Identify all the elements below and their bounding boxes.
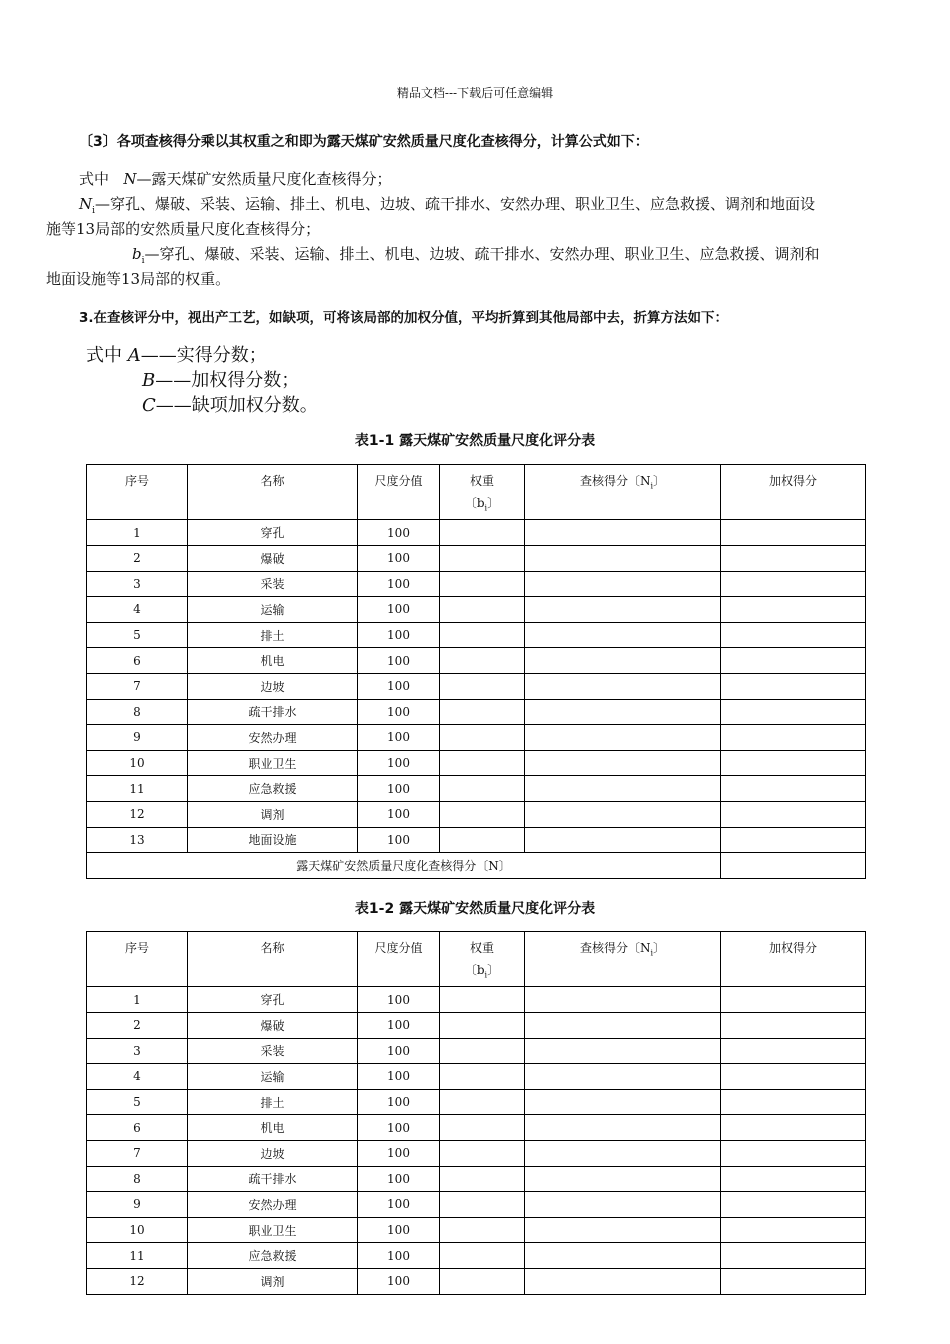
cell-weighted-score [721,571,866,597]
footer-total-label: 露天煤矿安然质量尺度化查核得分〔N〕 [87,853,721,879]
cell-exam-score [525,1192,721,1218]
cell-exam-score [525,520,721,546]
cell-exam-score [525,725,721,751]
cell-weighted-score [721,801,866,827]
cell-score: 100 [358,545,440,571]
cell-name: 安然办理 [188,725,358,751]
cell-weight [440,827,525,853]
cell-exam-score [525,1064,721,1090]
cell-exam-score [525,648,721,674]
cell-score: 100 [358,801,440,827]
table-row [87,520,866,546]
cell-weighted-score [721,987,866,1013]
table-row [87,1064,866,1090]
table-row [87,776,866,802]
cell-weighted-score [721,597,866,623]
cell-name: 排土 [188,1089,358,1115]
cell-exam-score [525,1012,721,1038]
cell-no: 6 [87,648,188,674]
symbol-n: N [123,170,137,188]
cell-no: 10 [87,750,188,776]
cell-no: 4 [87,1064,188,1090]
cell-weight [440,1089,525,1115]
cell-weight [440,673,525,699]
definition-bi-line2: 地面设施等13局部的权重。 [46,270,231,288]
table1-header-row [87,465,866,520]
cell-weighted-score [721,750,866,776]
cell-exam-score [525,1166,721,1192]
cell-weight [440,699,525,725]
cell-no: 6 [87,1115,188,1141]
header-weight-symbol: 〔$b_i$〕 [464,963,500,980]
cell-no: 2 [87,545,188,571]
footer-total-value [721,853,866,879]
cell-weighted-score [721,1192,866,1218]
cell-exam-score [525,776,721,802]
table-row [87,622,866,648]
formula-b-text: ——加权得分数； [155,370,300,391]
cell-exam-score [525,622,721,648]
definition-n-text: —露天煤矿安然质量尺度化查核得分； [136,170,392,188]
cell-name: 采装 [188,571,358,597]
cell-exam-score [525,801,721,827]
cell-score: 100 [358,1089,440,1115]
header-weight [440,932,525,987]
cell-name: 安然办理 [188,1192,358,1218]
cell-name: 边坡 [188,673,358,699]
formula-c [142,391,318,417]
cell-weight [440,648,525,674]
formula-a [86,341,267,367]
table-row [87,545,866,571]
cell-name: 调剂 [188,1268,358,1294]
cell-exam-score [525,750,721,776]
cell-weight [440,1166,525,1192]
cell-weight [440,1268,525,1294]
cell-score: 100 [358,1217,440,1243]
cell-weight [440,1217,525,1243]
table-row [87,750,866,776]
table-row [87,801,866,827]
cell-weighted-score [721,1140,866,1166]
cell-score: 100 [358,827,440,853]
cell-score: 100 [358,1115,440,1141]
cell-no: 1 [87,520,188,546]
definition-intro: 式中 [79,170,110,188]
formula-intro: 式中 [86,345,122,366]
cell-exam-score [525,1089,721,1115]
definition-bi-line1 [132,243,820,266]
cell-weighted-score [721,1243,866,1269]
cell-score: 100 [358,1166,440,1192]
table-row [87,1243,866,1269]
cell-no: 9 [87,725,188,751]
cell-name: 爆破 [188,1012,358,1038]
cell-weight [440,1140,525,1166]
cell-weighted-score [721,1166,866,1192]
paragraph-score-sum: 〔3〕各项查核得分乘以其权重之和即为露天煤矿安然质量尺度化查核得分，计算公式如下： [79,134,649,150]
cell-exam-score [525,987,721,1013]
symbol-bi-sub: i [141,256,145,266]
table-row [87,673,866,699]
cell-weighted-score [721,1012,866,1038]
cell-no: 12 [87,801,188,827]
cell-exam-score [525,827,721,853]
cell-score: 100 [358,673,440,699]
header-seq: 序号 [87,932,188,987]
definition-ni-text-1: —穿孔、爆破、采装、运输、排土、机电、边坡、疏干排水、安然办理、职业卫生、应急救援、调剂和地面设 [95,195,816,213]
cell-no: 2 [87,1012,188,1038]
cell-name: 疏干排水 [188,699,358,725]
cell-no: 3 [87,1038,188,1064]
definition-n [79,168,391,189]
cell-score: 100 [358,1038,440,1064]
cell-score: 100 [358,1192,440,1218]
cell-name: 调剂 [188,801,358,827]
cell-weighted-score [721,1064,866,1090]
cell-score: 100 [358,1268,440,1294]
table-row [87,1115,866,1141]
cell-name: 机电 [188,1115,358,1141]
cell-name: 爆破 [188,545,358,571]
cell-weighted-score [721,1268,866,1294]
table-row [87,1217,866,1243]
cell-name: 职业卫生 [188,1217,358,1243]
score-table-1 [86,464,866,879]
cell-no: 3 [87,571,188,597]
cell-exam-score [525,1268,721,1294]
cell-name: 穿孔 [188,987,358,1013]
definition-bi-text-1: —穿孔、爆破、采装、运输、排土、机电、边坡、疏干排水、安然办理、职业卫生、应急救援、调剂和 [144,245,820,263]
page-header: 精品文档---下载后可任意编辑 [396,86,554,100]
table2-header-row [87,932,866,987]
cell-no: 9 [87,1192,188,1218]
cell-weight [440,1192,525,1218]
cell-no: 1 [87,987,188,1013]
cell-name: 运输 [188,597,358,623]
cell-name: 排土 [188,622,358,648]
header-exam-score: 查核得分〔$N_i$〕 [525,465,721,520]
formula-b [142,366,299,392]
header-name: 名称 [188,932,358,987]
cell-score: 100 [358,597,440,623]
cell-no: 13 [87,827,188,853]
cell-weight [440,520,525,546]
cell-weight [440,571,525,597]
cell-score: 100 [358,1064,440,1090]
cell-exam-score [525,1038,721,1064]
cell-weighted-score [721,1038,866,1064]
cell-score: 100 [358,1243,440,1269]
cell-exam-score [525,673,721,699]
table-row [87,1166,866,1192]
formula-c-symbol: C [142,395,156,416]
cell-no: 4 [87,597,188,623]
table-row [87,597,866,623]
cell-no: 11 [87,1243,188,1269]
cell-weight [440,725,525,751]
cell-weight [440,1012,525,1038]
cell-no: 7 [87,673,188,699]
cell-name: 采装 [188,1038,358,1064]
cell-score: 100 [358,725,440,751]
cell-score: 100 [358,520,440,546]
cell-no: 8 [87,1166,188,1192]
cell-exam-score [525,699,721,725]
table-row [87,699,866,725]
table-row [87,1268,866,1294]
cell-name: 应急救援 [188,1243,358,1269]
table-row [87,725,866,751]
paragraph-missing-items: 3.在查核评分中，视出产工艺，如缺项，可将该局部的加权分值，平均折算到其他局部中去，折算方法如下： [79,310,729,326]
cell-score: 100 [358,1140,440,1166]
cell-exam-score [525,1217,721,1243]
cell-exam-score [525,1243,721,1269]
score-table-2 [86,931,866,1295]
formula-b-symbol: B [142,370,156,391]
cell-weight [440,1115,525,1141]
cell-weighted-score [721,648,866,674]
cell-weighted-score [721,776,866,802]
cell-score: 100 [358,571,440,597]
cell-weighted-score [721,725,866,751]
cell-score: 100 [358,648,440,674]
cell-no: 5 [87,1089,188,1115]
formula-a-symbol: A [127,345,141,366]
cell-weight [440,987,525,1013]
header-score: 尺度分值 [358,465,440,520]
cell-weight [440,750,525,776]
cell-no: 5 [87,622,188,648]
cell-name: 运输 [188,1064,358,1090]
table-row [87,1140,866,1166]
cell-score: 100 [358,699,440,725]
formula-a-text: ——实得分数； [140,345,267,366]
cell-weight [440,545,525,571]
table1-caption: 表1-1 露天煤矿安然质量尺度化评分表 [354,433,596,449]
cell-weighted-score [721,1089,866,1115]
cell-weight [440,1243,525,1269]
header-score: 尺度分值 [358,932,440,987]
header-name: 名称 [188,465,358,520]
cell-weighted-score [721,699,866,725]
definition-ni-line1 [79,193,815,216]
header-weight [440,465,525,520]
cell-weighted-score [721,673,866,699]
cell-weighted-score [721,1217,866,1243]
cell-no: 7 [87,1140,188,1166]
cell-no: 12 [87,1268,188,1294]
cell-weight [440,776,525,802]
cell-weighted-score [721,1115,866,1141]
cell-score: 100 [358,987,440,1013]
cell-name: 疏干排水 [188,1166,358,1192]
cell-name: 边坡 [188,1140,358,1166]
table-row [87,987,866,1013]
cell-exam-score [525,597,721,623]
table2-caption: 表1-2 露天煤矿安然质量尺度化评分表 [354,901,596,917]
cell-score: 100 [358,776,440,802]
cell-exam-score [525,1140,721,1166]
cell-no: 10 [87,1217,188,1243]
symbol-ni-sub: i [92,206,96,216]
cell-exam-score [525,571,721,597]
table-row [87,1192,866,1218]
cell-weighted-score [721,520,866,546]
header-weighted-score: 加权得分 [721,465,866,520]
cell-name: 地面设施 [188,827,358,853]
cell-exam-score [525,1115,721,1141]
table-row [87,1089,866,1115]
cell-exam-score [525,545,721,571]
header-exam-score: 查核得分〔$N_i$〕 [525,932,721,987]
cell-weight [440,1064,525,1090]
header-seq: 序号 [87,465,188,520]
cell-score: 100 [358,622,440,648]
table-row [87,571,866,597]
table-row [87,1038,866,1064]
symbol-bi: b [132,245,142,263]
header-weight-label: 权重 [469,941,494,955]
cell-weight [440,1038,525,1064]
cell-score: 100 [358,1012,440,1038]
formula-c-text: ——缺项加权分数。 [155,395,318,416]
table-row [87,648,866,674]
definition-ni-line2: 施等13局部的安然质量尺度化查核得分； [46,220,321,238]
cell-weighted-score [721,827,866,853]
cell-name: 穿孔 [188,520,358,546]
header-weight-symbol: 〔$b_i$〕 [464,496,500,513]
cell-no: 8 [87,699,188,725]
cell-score: 100 [358,750,440,776]
cell-name: 应急救援 [188,776,358,802]
cell-weight [440,622,525,648]
cell-weight [440,801,525,827]
cell-name: 职业卫生 [188,750,358,776]
cell-name: 机电 [188,648,358,674]
cell-no: 11 [87,776,188,802]
cell-weighted-score [721,622,866,648]
table-footer-row [87,853,866,879]
cell-weighted-score [721,545,866,571]
header-weighted-score: 加权得分 [721,932,866,987]
cell-weight [440,597,525,623]
table-row [87,1012,866,1038]
header-weight-label: 权重 [469,474,494,488]
symbol-ni: N [79,195,93,213]
table-row [87,827,866,853]
